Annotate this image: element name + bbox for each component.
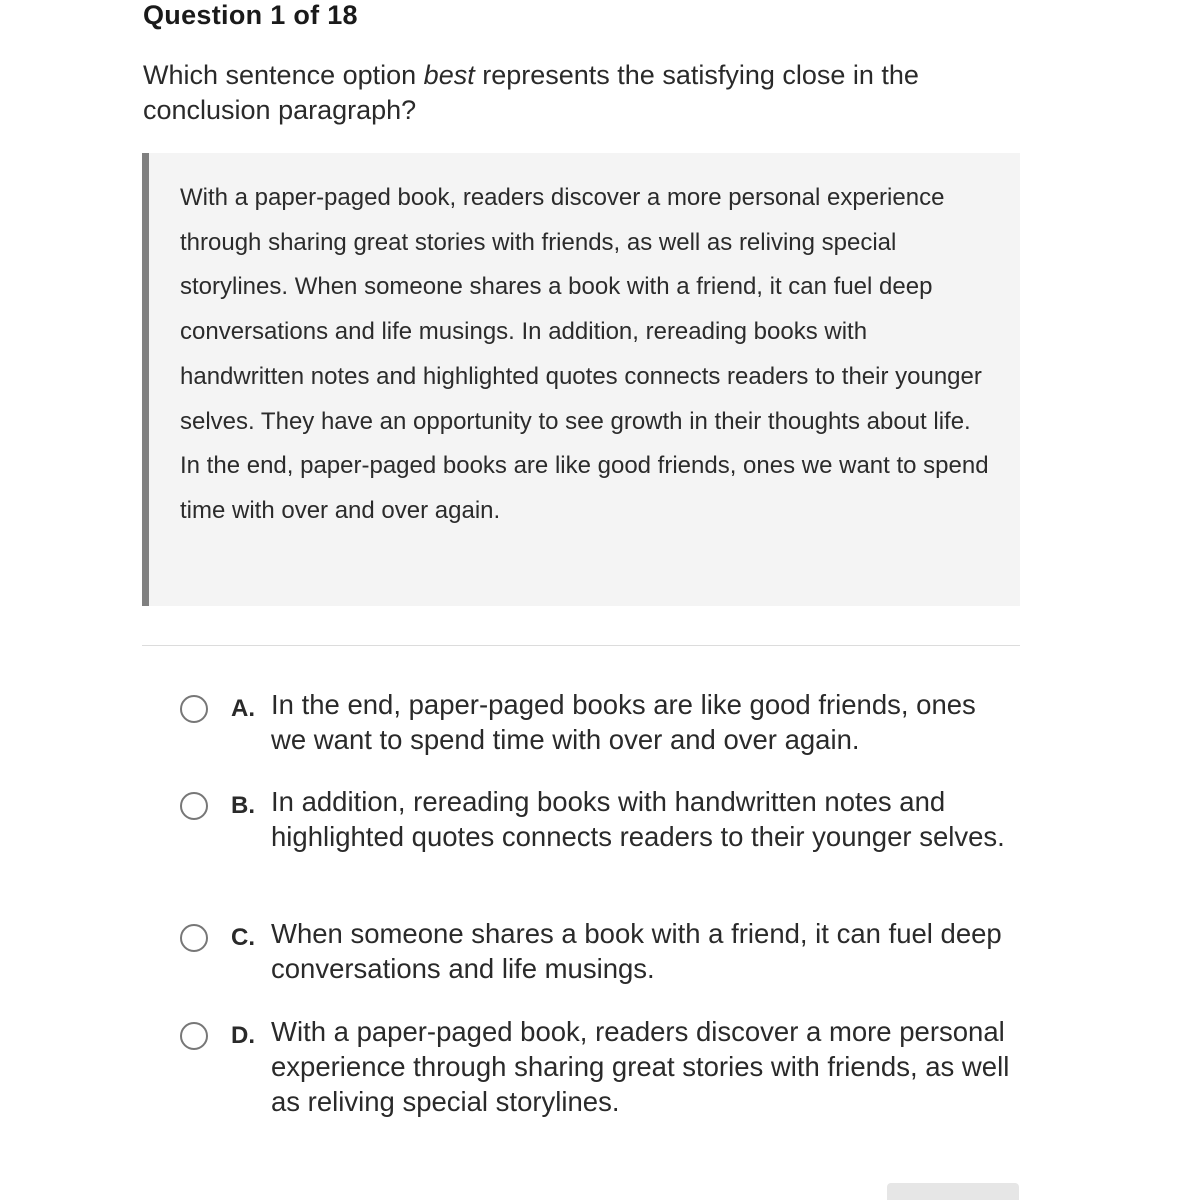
submit-button[interactable] xyxy=(887,1183,1019,1200)
option-text-d: With a paper-paged book, readers discover a more personal experience through sharing great stories with friends, as well as reliving special storylines. xyxy=(271,1016,1010,1117)
option-letter-c: C. xyxy=(231,924,255,951)
divider xyxy=(142,645,1020,646)
prompt-emphasis: best xyxy=(423,60,475,90)
question-prompt xyxy=(143,58,1023,128)
option-letter-d: D. xyxy=(231,1022,255,1049)
radio-button-c[interactable] xyxy=(180,924,208,952)
prompt-text-end: represents the satisfying close in the conclusion paragraph? xyxy=(143,60,919,125)
option-text-b: In addition, rereading books with handwritten notes and highlighted quotes connects readers to their younger selves. xyxy=(271,786,1005,852)
radio-button-b[interactable] xyxy=(180,792,208,820)
option-letter-a: A. xyxy=(231,695,255,722)
option-text-a: In the end, paper-paged books are like good friends, ones we want to spend time with over and over again. xyxy=(271,689,976,755)
question-counter: Question 1 of 18 xyxy=(143,0,358,30)
radio-button-d[interactable] xyxy=(180,1022,208,1050)
prompt-text-start: Which sentence option xyxy=(143,60,424,90)
option-text-c: When someone shares a book with a friend, it can fuel deep conversations and life musings. xyxy=(271,918,1002,984)
radio-button-a[interactable] xyxy=(180,695,208,723)
option-letter-b: B. xyxy=(231,792,255,819)
passage-text: With a paper-paged book, readers discover a more personal experience through sharing great stories with friends, as well as reliving special storylines. When someone shares a book with a friend, it can fuel deep conversations and life musings. In addition, rereading books with handwritten notes and highlighted quotes connects readers to their younger selves. They have an opportunity to see growth in their thoughts about life. In the end, paper-paged books are like good friends, ones we want to spend time with over and over again. xyxy=(180,184,989,524)
passage-box xyxy=(142,153,1020,606)
